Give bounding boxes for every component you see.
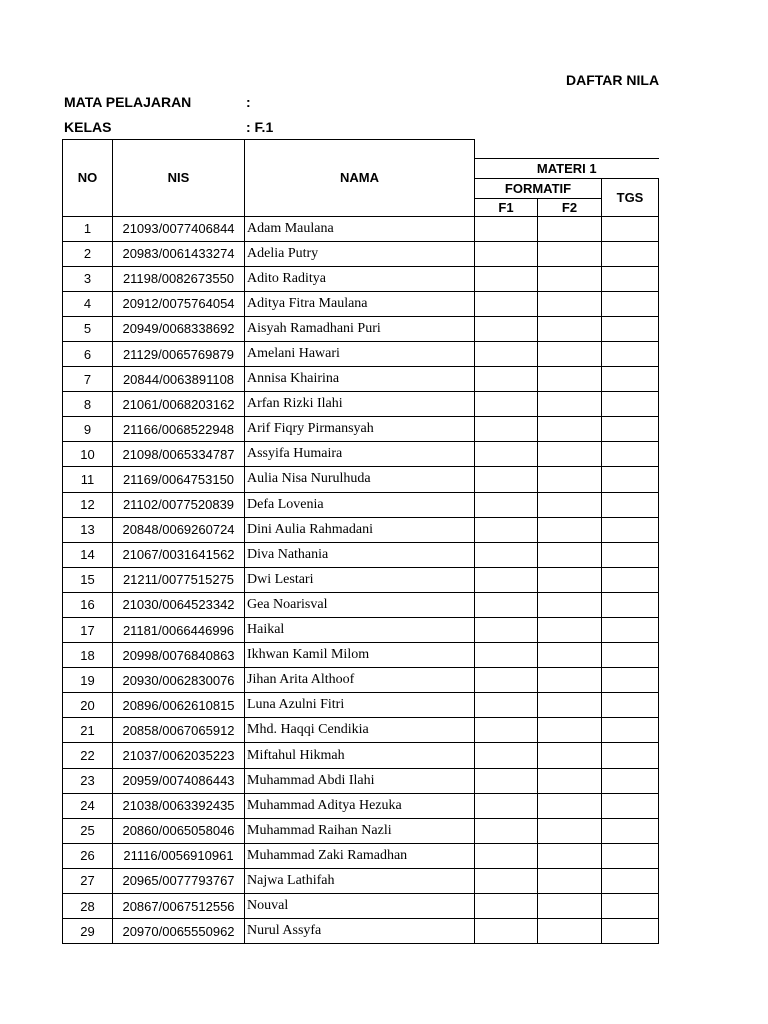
row-tgs-cell[interactable] [602,693,659,718]
row-f1-cell[interactable] [475,668,538,693]
table-row [63,868,659,893]
row-nis: 20983/0061433274 [113,241,245,266]
row-no: 1 [63,216,113,241]
table-row [63,919,659,944]
row-nama: Aisyah Ramadhani Puri [245,316,475,341]
row-f2-cell[interactable] [538,341,602,366]
row-tgs-cell[interactable] [602,542,659,567]
row-nis: 21098/0065334787 [113,442,245,467]
row-nis: 21067/0031641562 [113,542,245,567]
row-tgs-cell[interactable] [602,216,659,241]
row-nama: Aulia Nisa Nurulhuda [245,467,475,492]
row-f2-cell[interactable] [538,894,602,919]
row-f1-cell[interactable] [475,768,538,793]
row-nis: 21169/0064753150 [113,467,245,492]
row-f1-cell[interactable] [475,894,538,919]
row-f1-cell[interactable] [475,793,538,818]
row-f2-cell[interactable] [538,843,602,868]
row-tgs-cell[interactable] [602,467,659,492]
table-row [63,291,659,316]
row-tgs-cell[interactable] [602,643,659,668]
row-tgs-cell[interactable] [602,567,659,592]
row-nama: Muhammad Zaki Ramadhan [245,843,475,868]
mata-pelajaran-label: MATA PELAJARAN [64,94,192,110]
row-nama: Muhammad Aditya Hezuka [245,793,475,818]
row-f2-cell[interactable] [538,367,602,392]
row-nis: 20844/0063891108 [113,367,245,392]
row-nis: 21102/0077520839 [113,492,245,517]
row-f2-cell[interactable] [538,743,602,768]
table-row [63,618,659,643]
row-f2-cell[interactable] [538,567,602,592]
row-nama: Arif Fiqry Pirmansyah [245,417,475,442]
row-f1-cell[interactable] [475,567,538,592]
row-nis: 20949/0068338692 [113,316,245,341]
row-no: 14 [63,542,113,567]
row-no: 15 [63,567,113,592]
student-rows [63,216,659,944]
row-f2-cell[interactable] [538,216,602,241]
row-tgs-cell[interactable] [602,442,659,467]
row-tgs-cell[interactable] [602,919,659,944]
row-no: 19 [63,668,113,693]
row-nama: Dwi Lestari [245,567,475,592]
row-no: 17 [63,618,113,643]
row-nama: Aditya Fitra Maulana [245,291,475,316]
row-nis: 21093/0077406844 [113,216,245,241]
row-nama: Adam Maulana [245,216,475,241]
row-f1-cell[interactable] [475,442,538,467]
row-tgs-cell[interactable] [602,743,659,768]
table-row [63,843,659,868]
row-f1-cell[interactable] [475,316,538,341]
row-nis: 20896/0062610815 [113,693,245,718]
row-f2-cell[interactable] [538,417,602,442]
row-f2-cell[interactable] [538,592,602,617]
row-nama: Gea Noarisval [245,592,475,617]
header-f2: F2 [538,198,602,216]
row-nama: Dini Aulia Rahmadani [245,517,475,542]
row-no: 26 [63,843,113,868]
table-row [63,743,659,768]
row-nama: Jihan Arita Althoof [245,668,475,693]
table-row [63,542,659,567]
header-gap [475,140,659,159]
row-tgs-cell[interactable] [602,492,659,517]
row-f2-cell[interactable] [538,467,602,492]
table-row [63,517,659,542]
row-nis: 20860/0065058046 [113,818,245,843]
table-row [63,316,659,341]
row-tgs-cell[interactable] [602,592,659,617]
row-f1-cell[interactable] [475,818,538,843]
row-f1-cell[interactable] [475,291,538,316]
row-tgs-cell[interactable] [602,316,659,341]
row-no: 10 [63,442,113,467]
row-f2-cell[interactable] [538,492,602,517]
header-tgs: TGS [602,178,659,216]
row-f1-cell[interactable] [475,266,538,291]
row-nama: Assyifa Humaira [245,442,475,467]
row-no: 12 [63,492,113,517]
row-nama: Annisa Khairina [245,367,475,392]
row-no: 5 [63,316,113,341]
mata-pelajaran-value: : [246,94,251,110]
row-f1-cell[interactable] [475,367,538,392]
table-row [63,768,659,793]
row-f1-cell[interactable] [475,241,538,266]
row-f1-cell[interactable] [475,341,538,366]
row-f1-cell[interactable] [475,392,538,417]
row-f2-cell[interactable] [538,291,602,316]
header-no: NO [63,140,113,217]
row-f1-cell[interactable] [475,417,538,442]
row-f1-cell[interactable] [475,868,538,893]
row-no: 18 [63,643,113,668]
row-nis: 20959/0074086443 [113,768,245,793]
row-f2-cell[interactable] [538,392,602,417]
row-f2-cell[interactable] [538,266,602,291]
row-nis: 20848/0069260724 [113,517,245,542]
table-row [63,216,659,241]
row-f2-cell[interactable] [538,919,602,944]
row-f1-cell[interactable] [475,542,538,567]
row-f1-cell[interactable] [475,618,538,643]
row-no: 21 [63,718,113,743]
row-tgs-cell[interactable] [602,241,659,266]
row-tgs-cell[interactable] [602,392,659,417]
row-f2-cell[interactable] [538,316,602,341]
row-no: 2 [63,241,113,266]
row-tgs-cell[interactable] [602,818,659,843]
row-f1-cell[interactable] [475,592,538,617]
table-row [63,818,659,843]
row-no: 16 [63,592,113,617]
header-nis: NIS [113,140,245,217]
header-materi: MATERI 1 [475,158,659,178]
row-nama: Nouval [245,894,475,919]
row-nama: Diva Nathania [245,542,475,567]
row-no: 22 [63,743,113,768]
row-f2-cell[interactable] [538,693,602,718]
row-nis: 20858/0067065912 [113,718,245,743]
row-no: 27 [63,868,113,893]
row-tgs-cell[interactable] [602,417,659,442]
row-f2-cell[interactable] [538,793,602,818]
row-f2-cell[interactable] [538,442,602,467]
kelas-label: KELAS [64,119,112,135]
row-nis: 21211/0077515275 [113,567,245,592]
table-row [63,668,659,693]
row-nama: Ikhwan Kamil Milom [245,643,475,668]
table-row [63,417,659,442]
row-no: 4 [63,291,113,316]
row-nis: 21061/0068203162 [113,392,245,417]
row-nis: 21129/0065769879 [113,341,245,366]
row-tgs-cell[interactable] [602,367,659,392]
row-f2-cell[interactable] [538,718,602,743]
row-tgs-cell[interactable] [602,843,659,868]
row-nis: 21037/0062035223 [113,743,245,768]
grade-table [62,139,659,944]
row-f2-cell[interactable] [538,768,602,793]
row-no: 11 [63,467,113,492]
row-nis: 21116/0056910961 [113,843,245,868]
row-f2-cell[interactable] [538,542,602,567]
document-title: DAFTAR NILA [566,72,660,88]
row-nis: 20930/0062830076 [113,668,245,693]
row-f1-cell[interactable] [475,919,538,944]
row-tgs-cell[interactable] [602,793,659,818]
row-f2-cell[interactable] [538,818,602,843]
row-nama: Nurul Assyfa [245,919,475,944]
row-f2-cell[interactable] [538,668,602,693]
table-row [63,693,659,718]
row-f1-cell[interactable] [475,517,538,542]
row-tgs-cell[interactable] [602,894,659,919]
row-tgs-cell[interactable] [602,718,659,743]
row-nama: Arfan Rizki Ilahi [245,392,475,417]
row-no: 24 [63,793,113,818]
table-row [63,592,659,617]
row-nama: Muhammad Raihan Nazli [245,818,475,843]
row-nis: 20912/0075764054 [113,291,245,316]
row-f2-cell[interactable] [538,868,602,893]
row-f1-cell[interactable] [475,693,538,718]
row-nama: Miftahul Hikmah [245,743,475,768]
row-f1-cell[interactable] [475,743,538,768]
row-f1-cell[interactable] [475,643,538,668]
row-f2-cell[interactable] [538,241,602,266]
row-nis: 21030/0064523342 [113,592,245,617]
table-row [63,718,659,743]
row-no: 8 [63,392,113,417]
row-no: 25 [63,818,113,843]
row-nis: 21198/0082673550 [113,266,245,291]
row-tgs-cell[interactable] [602,517,659,542]
row-tgs-cell[interactable] [602,868,659,893]
row-f1-cell[interactable] [475,843,538,868]
table-row [63,241,659,266]
row-nama: Muhammad Abdi Ilahi [245,768,475,793]
row-nis: 21038/0063392435 [113,793,245,818]
row-no: 9 [63,417,113,442]
table-row [63,442,659,467]
row-tgs-cell[interactable] [602,291,659,316]
table-row [63,341,659,366]
header-formatif: FORMATIF [475,178,602,198]
header-nama: NAMA [245,140,475,217]
row-nama: Adelia Putry [245,241,475,266]
row-nis: 21181/0066446996 [113,618,245,643]
table-row [63,266,659,291]
row-no: 28 [63,894,113,919]
row-f2-cell[interactable] [538,517,602,542]
row-no: 7 [63,367,113,392]
table-row [63,894,659,919]
row-f2-cell[interactable] [538,643,602,668]
row-no: 29 [63,919,113,944]
row-no: 13 [63,517,113,542]
row-nama: Amelani Hawari [245,341,475,366]
row-tgs-cell[interactable] [602,668,659,693]
row-f1-cell[interactable] [475,216,538,241]
table-row [63,367,659,392]
row-tgs-cell[interactable] [602,266,659,291]
row-nis: 20970/0065550962 [113,919,245,944]
table-row [63,392,659,417]
row-f1-cell[interactable] [475,467,538,492]
table-row [63,567,659,592]
row-nama: Adito Raditya [245,266,475,291]
row-f1-cell[interactable] [475,718,538,743]
table-row [63,643,659,668]
table-row [63,467,659,492]
row-tgs-cell[interactable] [602,341,659,366]
row-f1-cell[interactable] [475,492,538,517]
row-nis: 20867/0067512556 [113,894,245,919]
row-no: 20 [63,693,113,718]
row-nama: Najwa Lathifah [245,868,475,893]
table-row [63,793,659,818]
header-f1: F1 [475,198,538,216]
row-no: 23 [63,768,113,793]
row-f2-cell[interactable] [538,618,602,643]
kelas-value: : F.1 [246,119,274,135]
row-nis: 20998/0076840863 [113,643,245,668]
row-nis: 20965/0077793767 [113,868,245,893]
row-tgs-cell[interactable] [602,768,659,793]
row-nama: Luna Azulni Fitri [245,693,475,718]
row-tgs-cell[interactable] [602,618,659,643]
row-nama: Defa Lovenia [245,492,475,517]
table-row [63,492,659,517]
row-no: 3 [63,266,113,291]
row-nama: Mhd. Haqqi Cendikia [245,718,475,743]
row-nama: Haikal [245,618,475,643]
row-nis: 21166/0068522948 [113,417,245,442]
row-no: 6 [63,341,113,366]
